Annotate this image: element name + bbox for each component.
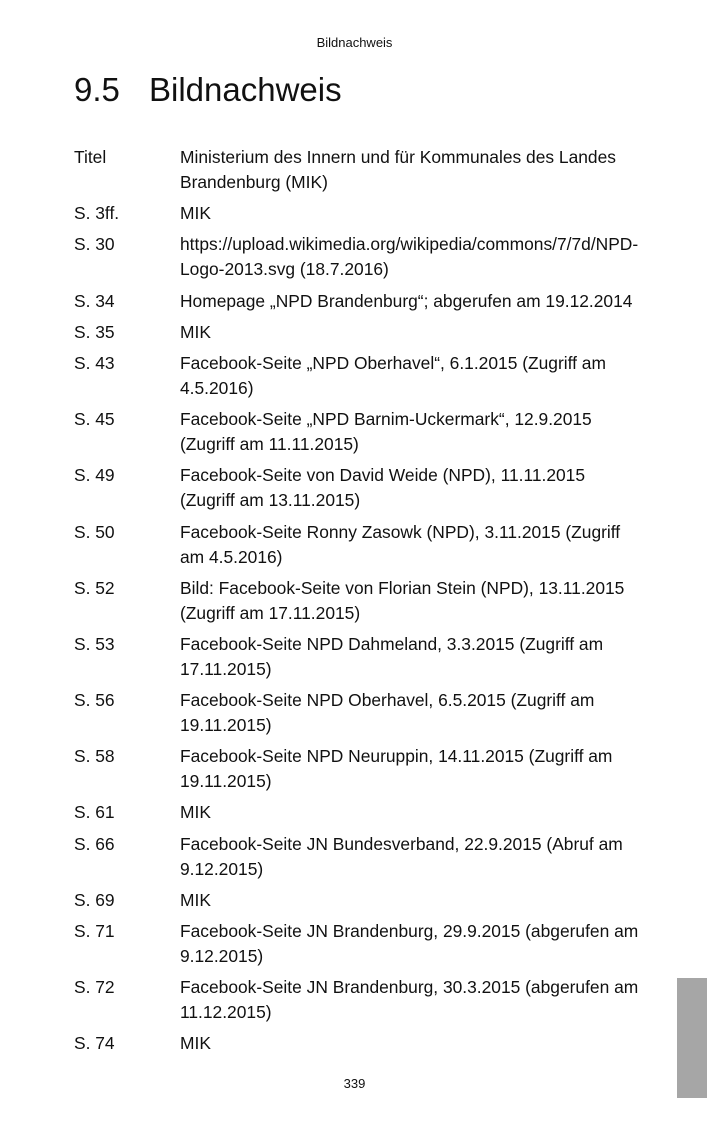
credit-row (74, 1031, 644, 1056)
running-header: Bildnachweis (316, 35, 393, 50)
credit-page: S. 52 (74, 577, 115, 598)
credit-source: MIK (180, 203, 211, 224)
credit-row (74, 800, 644, 825)
credit-source: Facebook-Seite Ronny Zasowk (NPD), 3.11.2015 (Zugriff am 4.5.2016) (180, 521, 621, 567)
credit-source: Facebook-Seite NPD Dahmeland, 3.3.2015 (Zugriff am 17.11.2015) (180, 633, 604, 679)
credit-row (74, 463, 644, 513)
credit-source: Homepage „NPD Brandenburg“; abgerufen am 19.12.2014 (180, 290, 633, 311)
credit-source: Facebook-Seite NPD Oberhavel, 6.5.2015 (Zugriff am 19.11.2015) (180, 690, 595, 736)
credit-source: MIK (180, 889, 211, 910)
credit-page: S. 72 (74, 977, 115, 998)
credit-page: Titel (74, 147, 107, 167)
credit-page: S. 74 (74, 1033, 115, 1054)
credit-page: S. 50 (74, 521, 115, 542)
credit-page: S. 71 (74, 921, 115, 941)
credit-source: MIK (180, 321, 211, 342)
credit-source: https://upload.wikimedia.org/wikipedia/commons/7/7d/NPD-Logo-2013.svg (18.7.2016) (180, 234, 639, 280)
credit-row (74, 919, 644, 969)
credit-page: S. 61 (74, 802, 115, 823)
credit-page: S. 30 (74, 234, 115, 255)
credit-page: S. 56 (74, 690, 115, 711)
credit-source: MIK (180, 1033, 211, 1054)
credit-source: Facebook-Seite JN Brandenburg, 30.3.2015 (abgerufen am 11.12.2015) (180, 977, 639, 1023)
credit-page: S. 66 (74, 833, 115, 854)
credit-row (74, 744, 644, 794)
section-number: 9.5 (74, 71, 120, 108)
credit-source: Facebook-Seite von David Weide (NPD), 11.11.2015 (Zugriff am 13.11.2015) (180, 465, 586, 511)
credit-source: MIK (180, 802, 211, 823)
credit-page: S. 35 (74, 321, 115, 342)
credit-row (74, 407, 644, 457)
credit-source: Facebook-Seite „NPD Barnim-Uckermark“, 12.9.2015 (Zugriff am 11.11.2015) (180, 409, 592, 455)
credit-source: Facebook-Seite NPD Neuruppin, 14.11.2015 (Zugriff am 19.11.2015) (180, 746, 613, 792)
credit-row (74, 520, 644, 570)
credit-row (74, 576, 644, 626)
credit-page: S. 69 (74, 889, 115, 910)
credit-row (74, 688, 644, 738)
section-heading (74, 70, 342, 110)
credit-source: Facebook-Seite „NPD Oberhavel“, 6.1.2015 (Zugriff am 4.5.2016) (180, 352, 606, 398)
image-credits-list (74, 145, 644, 1063)
credit-row (74, 832, 644, 882)
credit-row (74, 201, 644, 226)
credit-row (74, 232, 644, 282)
credit-source: Ministerium des Innern und für Kommunales des Landes Brandenburg (MIK) (180, 147, 616, 192)
page-number: 339 (343, 1076, 366, 1091)
credit-source: Facebook-Seite JN Bundesverband, 22.9.2015 (Abruf am 9.12.2015) (180, 833, 623, 879)
section-title: Bildnachweis (149, 71, 342, 108)
credit-row (74, 975, 644, 1025)
credit-source: Facebook-Seite JN Brandenburg, 29.9.2015 (abgerufen am 9.12.2015) (180, 921, 639, 966)
credit-row (74, 888, 644, 913)
credit-row (74, 320, 644, 345)
chapter-thumb-tab (677, 978, 707, 1098)
credit-source: Bild: Facebook-Seite von Florian Stein (NPD), 13.11.2015 (Zugriff am 17.11.2015) (180, 577, 625, 623)
credit-page: S. 45 (74, 409, 115, 430)
credit-row (74, 351, 644, 401)
credit-row (74, 145, 644, 195)
credit-row (74, 289, 644, 314)
credit-page: S. 43 (74, 352, 115, 373)
credit-page: S. 34 (74, 290, 115, 311)
credit-page: S. 49 (74, 465, 115, 486)
credit-page: S. 53 (74, 633, 115, 654)
credit-row (74, 632, 644, 682)
credit-page: S. 58 (74, 746, 115, 767)
credit-page: S. 3ff. (74, 203, 120, 224)
